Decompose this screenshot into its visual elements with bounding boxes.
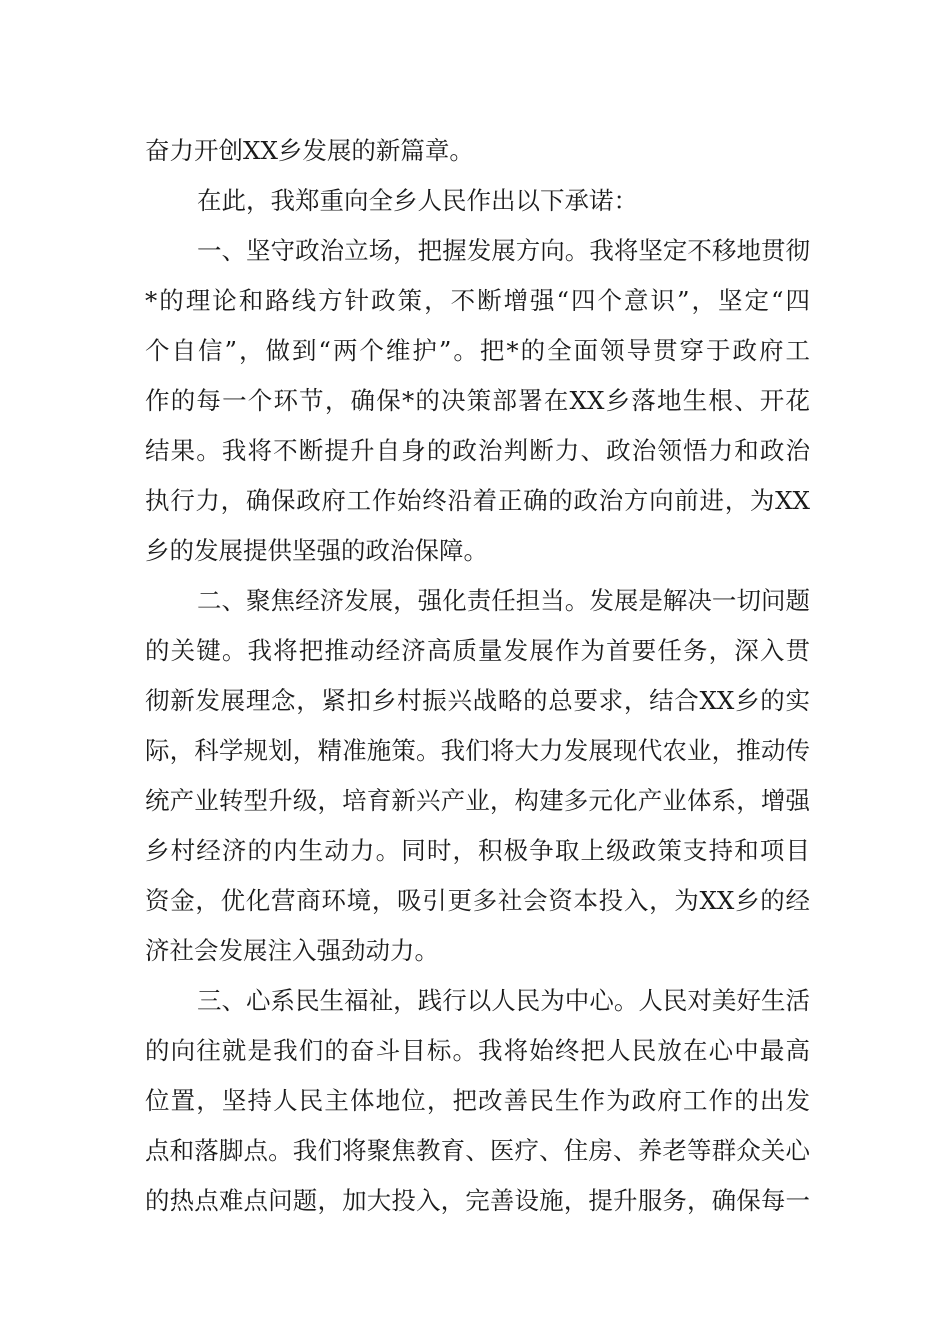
text-line-11: 的关键。我将把推动经济高质量发展作为首要任务，深入贯 — [145, 636, 810, 665]
text-line-10: 二、聚焦经济发展，强化责任担当。发展是解决一切问题 — [197, 586, 810, 615]
text-line-20: 位置，坚持人民主体地位，把改善民生作为政府工作的出发 — [145, 1086, 810, 1115]
text-line-3: 一、坚守政治立场，把握发展方向。我将坚定不移地贯彻 — [197, 236, 810, 265]
text-line-16: 资金，优化营商环境，吸引更多社会资本投入，为XX乡的经 — [145, 886, 810, 915]
text-line-9: 乡的发展提供坚强的政治保障。 — [145, 536, 488, 565]
text-line-21: 点和落脚点。我们将聚焦教育、医疗、住房、养老等群众关心 — [145, 1136, 810, 1165]
text-line-19: 的向往就是我们的奋斗目标。我将始终把人民放在心中最高 — [145, 1036, 810, 1065]
text-line-6: 作的每一个环节，确保*的决策部署在XX乡落地生根、开花 — [145, 386, 810, 415]
text-line-14: 统产业转型升级，培育新兴产业，构建多元化产业体系，增强 — [145, 786, 810, 815]
text-line-13: 际，科学规划，精准施策。我们将大力发展现代农业，推动传 — [145, 736, 810, 765]
text-line-12: 彻新发展理念，紧扣乡村振兴战略的总要求，结合XX乡的实 — [145, 686, 810, 715]
text-line-18: 三、心系民生福祉，践行以人民为中心。人民对美好生活 — [197, 986, 810, 1015]
text-line-1: 奋力开创XX乡发展的新篇章。 — [145, 136, 474, 165]
text-line-8: 执行力，确保政府工作始终沿着正确的政治方向前进，为XX — [145, 486, 810, 515]
text-line-5: 个自信”，做到“两个维护”。把*的全面领导贯穿于政府工 — [145, 336, 810, 365]
text-line-22: 的热点难点问题，加大投入，完善设施，提升服务，确保每一 — [145, 1186, 810, 1215]
text-line-7: 结果。我将不断提升自身的政治判断力、政治领悟力和政治 — [145, 436, 810, 465]
text-line-4: *的理论和路线方针政策，不断增强“四个意识”，坚定“四 — [145, 286, 810, 315]
text-line-2: 在此，我郑重向全乡人民作出以下承诺： — [197, 186, 638, 215]
text-line-17: 济社会发展注入强劲动力。 — [145, 936, 439, 965]
text-line-15: 乡村经济的内生动力。同时，积极争取上级政策支持和项目 — [145, 836, 810, 865]
